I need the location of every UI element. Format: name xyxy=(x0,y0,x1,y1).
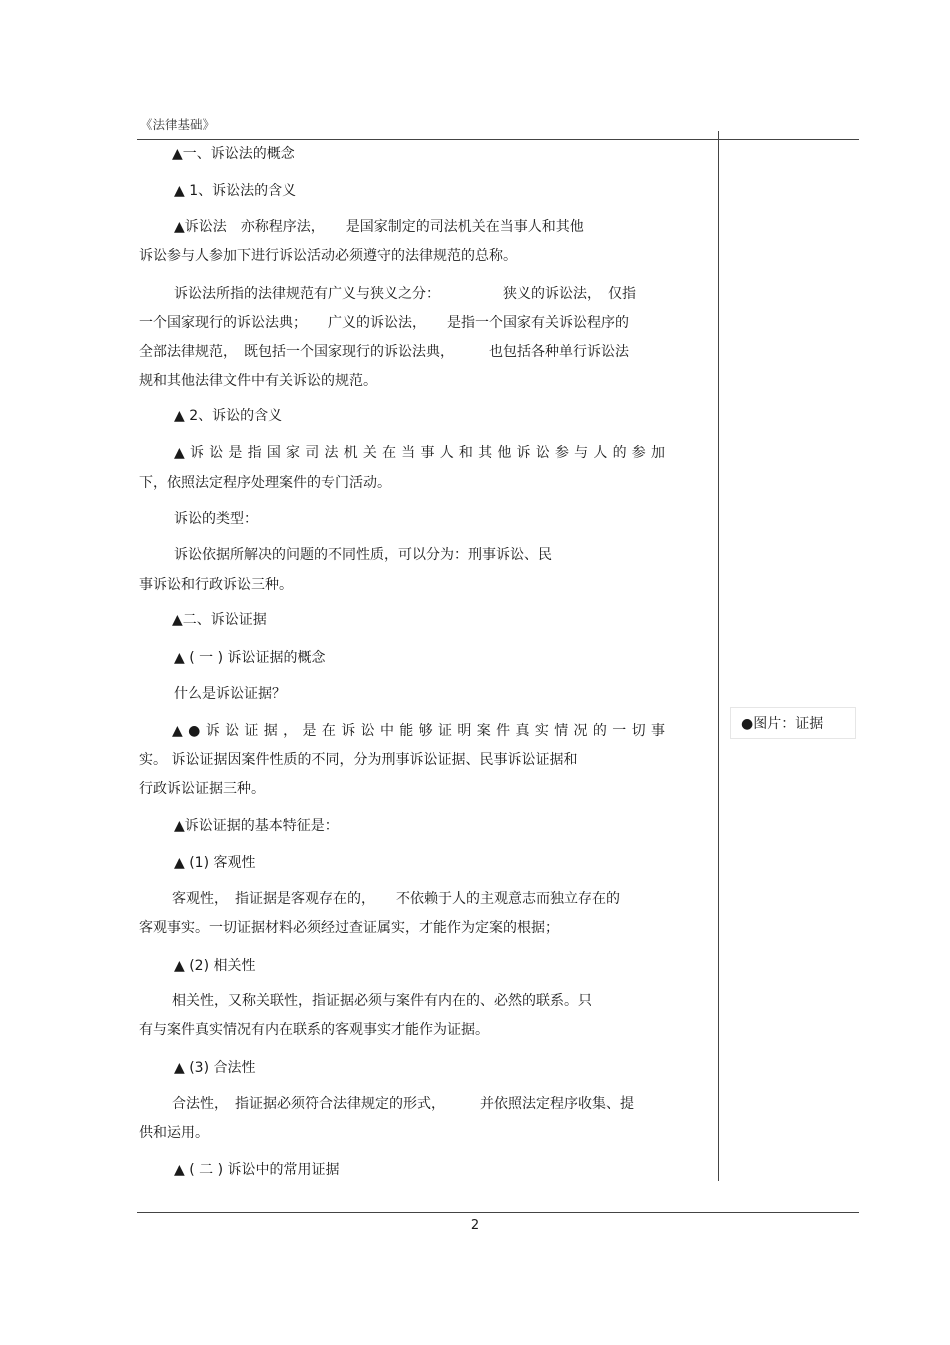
heading-1: ▲一、诉讼法的概念 xyxy=(172,146,295,162)
paragraph-line: 客观性， 指证据是客观存在的， 不依赖于人的主观意志而独立存在的 xyxy=(172,891,620,907)
header-divider xyxy=(137,139,859,140)
paragraph-line: 规和其他法律文件中有关诉讼的规范。 xyxy=(139,373,377,389)
paragraph-line: 合法性， 指证据必须符合法律规定的形式， 并依照法定程序收集、提 xyxy=(172,1096,634,1112)
paragraph-line: 供和运用。 xyxy=(139,1125,209,1141)
paragraph-line: 诉讼法所指的法律规范有广义与狭义之分： 狭义的诉讼法， 仅指 xyxy=(174,286,636,302)
subheading-1-1: ▲ 1、诉讼法的含义 xyxy=(174,183,297,199)
paragraph-line: 客观事实。一切证据材料必须经过查证属实，才能作为定案的根据； xyxy=(139,920,559,936)
paragraph-line: 下，依照法定程序处理案件的专门活动。 xyxy=(139,475,391,491)
footer-divider xyxy=(137,1212,859,1213)
paragraph-line: 诉讼依据所解决的问题的不同性质，可以分为：刑事诉讼、民 xyxy=(174,547,552,563)
subheading-2-2: ▲ ( 二 ) 诉讼中的常用证据 xyxy=(174,1162,340,1178)
subheading-2-1: ▲ ( 一 ) 诉讼证据的概念 xyxy=(174,650,326,666)
paragraph-line: ▲●诉讼证据，是在诉讼中能够证明案件真实情况的一切事 xyxy=(172,723,665,739)
paragraph-line: 有与案件真实情况有内在联系的客观事实才能作为证据。 xyxy=(139,1022,489,1038)
paragraph-line: ▲诉讼证据的基本特征是： xyxy=(174,818,339,834)
subheading-feature-1: ▲ (1) 客观性 xyxy=(174,855,256,871)
paragraph-line: 全部法律规范， 既包括一个国家现行的诉讼法典， 也包括各种单行诉讼法 xyxy=(139,344,629,360)
subheading-1-2: ▲ 2、诉讼的含义 xyxy=(174,408,283,424)
paragraph-line: 行政诉讼证据三种。 xyxy=(139,781,265,797)
side-note-image-evidence: ●图片：证据 xyxy=(730,707,856,739)
page-number: 2 xyxy=(470,1218,480,1233)
paragraph-line: 事诉讼和行政诉讼三种。 xyxy=(139,577,293,593)
paragraph-line: 一个国家现行的诉讼法典； 广义的诉讼法， 是指一个国家有关诉讼程序的 xyxy=(139,315,629,331)
subheading-feature-3: ▲ (3) 合法性 xyxy=(174,1060,256,1076)
paragraph-line: ▲诉讼法 亦称程序法， 是国家制定的司法机关在当事人和其他 xyxy=(174,219,584,235)
subheading-feature-2: ▲ (2) 相关性 xyxy=(174,958,256,974)
heading-2: ▲二、诉讼证据 xyxy=(172,612,267,628)
paragraph-line: 诉讼参与人参加下进行诉讼活动必须遵守的法律规范的总称。 xyxy=(139,248,517,264)
paragraph-line: 实。 诉讼证据因案件性质的不同，分为刑事诉讼证据、民事诉讼证据和 xyxy=(139,752,578,768)
paragraph-line: 什么是诉讼证据？ xyxy=(174,686,286,702)
paragraph-line: 相关性，又称关联性，指证据必须与案件有内在的、必然的联系。只 xyxy=(172,993,592,1009)
paragraph-line: 诉讼的类型： xyxy=(174,511,258,527)
paragraph-line: ▲诉讼是指国家司法机关在当事人和其他诉讼参与人的参加 xyxy=(174,445,665,461)
document-header-title: 《法律基础》 xyxy=(140,117,216,132)
column-divider xyxy=(718,131,719,1181)
